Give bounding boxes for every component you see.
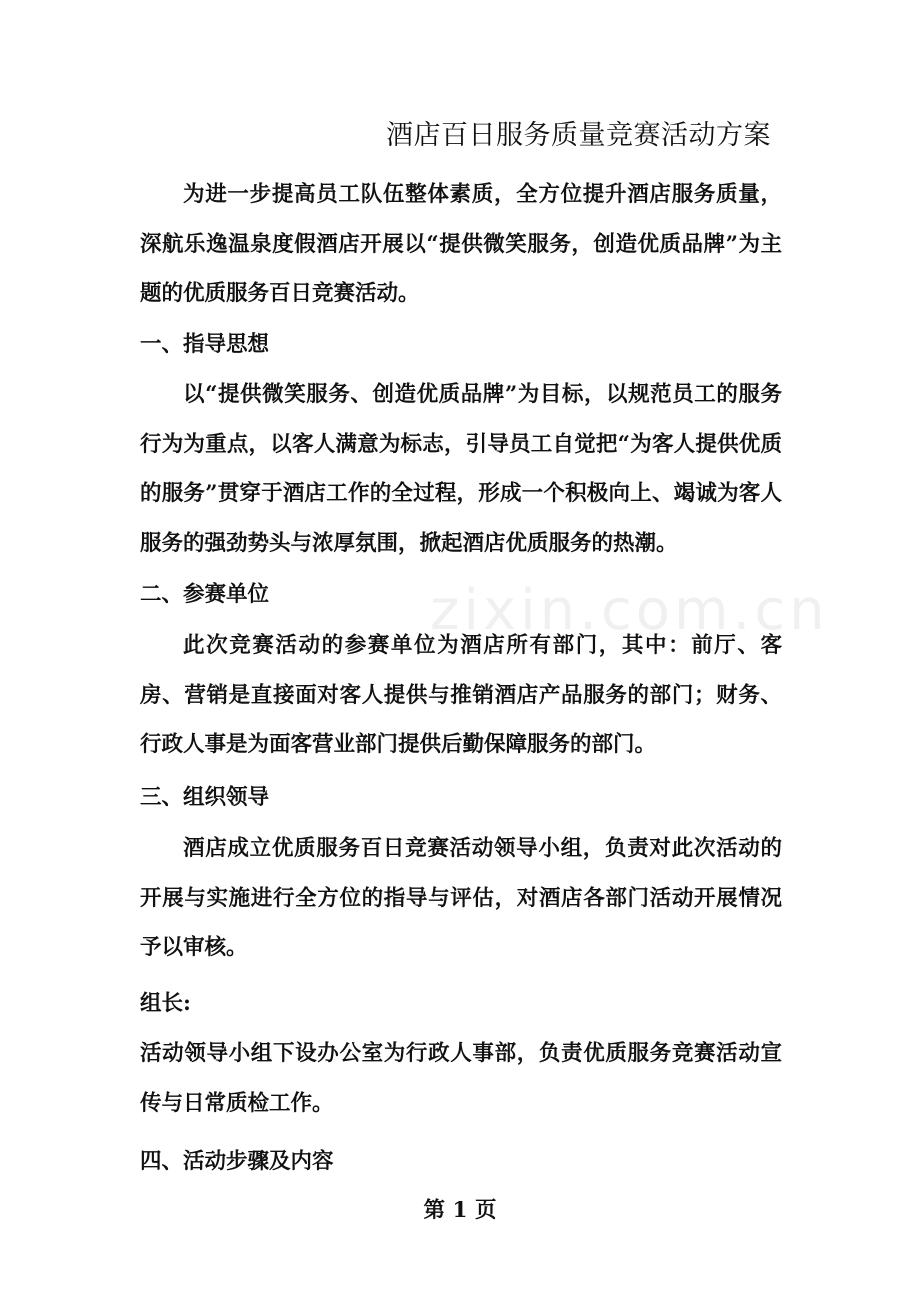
section-body-guiding-ideology: 以“提供微笑服务、创造优质品牌”为目标，以规范员工的服务行为为重点，以客人满意为标志，引导员工自觉把“为客人提供优质的服务”贯穿于酒店工作的全过程，形成一个积极向上、竭诚为客人服务的强劲势头与浓厚氛围，掀起酒店优质服务的热潮。 (140, 382, 782, 556)
section-body-organization: 酒店成立优质服务百日竞赛活动领导小组，负责对此次活动的开展与实施进行全方位的指导与评估，对酒店各部门活动开展情况予以审核。 (140, 836, 782, 960)
section-heading-guiding-ideology: 一、指导思想 (140, 332, 270, 357)
section-body-participants: 此次竞赛活动的参赛单位为酒店所有部门，其中：前厅、客房、营销是直接面对客人提供与推销酒店产品服务的部门；财务、行政人事是为面客营业部门提供后勤保障服务的部门。 (140, 633, 782, 757)
office-paragraph: 活动领导小组下设办公室为行政人事部，负责优质服务竞赛活动宣传与日常质检工作。 (140, 1041, 782, 1116)
intro-paragraph: 为进一步提高员工队伍整体素质，全方位提升酒店服务质量，深航乐逸温泉度假酒店开展以“提供微笑服务，创造优质品牌”为主题的优质服务百日竞赛活动。 (140, 182, 782, 306)
page-number-footer: 第 1 页 (423, 1198, 497, 1223)
section-heading-activity-steps: 四、活动步骤及内容 (140, 1149, 334, 1174)
leader-label: 组长: (140, 991, 191, 1016)
section-heading-participants: 二、参赛单位 (140, 582, 270, 607)
section-heading-organization: 三、组织领导 (140, 785, 270, 810)
document-title: 酒店百日服务质量竞赛活动方案 (386, 120, 771, 151)
watermark-text: zixin.com.cn (430, 578, 829, 643)
